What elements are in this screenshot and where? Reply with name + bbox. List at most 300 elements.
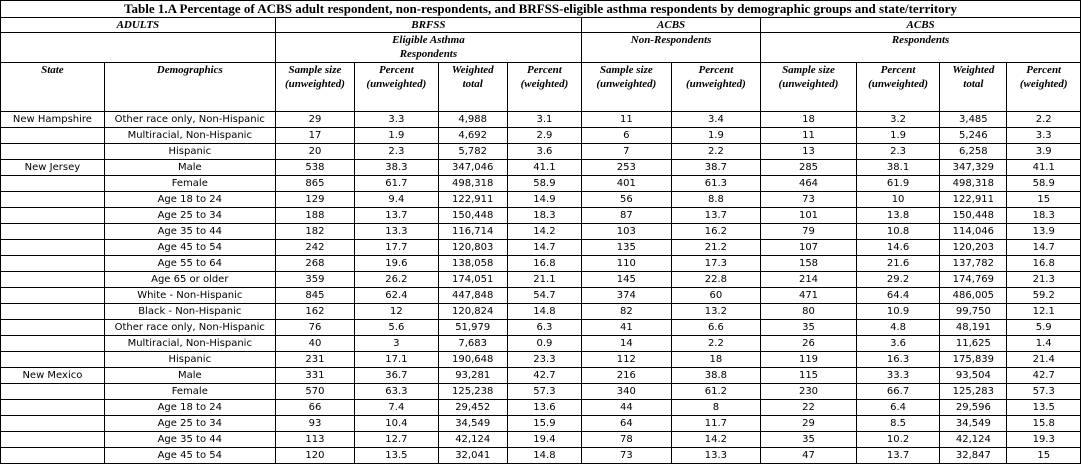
nr-sample-size-cell: 145	[582, 272, 672, 288]
r-percent-unweighted-cell: 3.6	[856, 336, 939, 352]
demographic-cell: Other race only, Non-Hispanic	[104, 112, 275, 128]
brfss-percent-unweighted-cell: 17.7	[355, 240, 438, 256]
nr-sample-size-cell: 73	[582, 448, 672, 464]
demographic-cell: Age 35 to 44	[104, 432, 275, 448]
column-header-nr-sample-size: Sample size (unweighted)	[582, 63, 672, 112]
demographic-cell: Female	[104, 176, 275, 192]
column-header-brfss-weighted-total: Weighted total	[438, 63, 507, 112]
demographic-cell: Age 25 to 34	[104, 208, 275, 224]
r-weighted-total-cell: 29,596	[940, 400, 1007, 416]
state-cell	[1, 224, 105, 240]
nr-percent-unweighted-cell: 38.8	[671, 368, 761, 384]
brfss-weighted-total-cell: 4,692	[438, 128, 507, 144]
table-row	[1, 368, 1081, 384]
brfss-weighted-total-cell: 116,714	[438, 224, 507, 240]
nr-sample-size-cell: 87	[582, 208, 672, 224]
r-percent-unweighted-cell: 33.3	[856, 368, 939, 384]
brfss-percent-unweighted-cell: 19.6	[355, 256, 438, 272]
table-row	[1, 272, 1081, 288]
brfss-percent-weighted-cell: 3.1	[507, 112, 581, 128]
r-weighted-total-cell: 99,750	[940, 304, 1007, 320]
r-percent-unweighted-cell: 10	[856, 192, 939, 208]
brfss-weighted-total-cell: 34,549	[438, 416, 507, 432]
nr-sample-size-cell: 7	[582, 144, 672, 160]
brfss-weighted-total-cell: 190,648	[438, 352, 507, 368]
table-row	[1, 432, 1081, 448]
r-weighted-total-cell: 174,769	[940, 272, 1007, 288]
brfss-percent-weighted-cell: 6.3	[507, 320, 581, 336]
r-percent-unweighted-cell: 10.9	[856, 304, 939, 320]
brfss-weighted-total-cell: 29,452	[438, 400, 507, 416]
column-header-brfss-percent-weighted: Percent (weighted)	[507, 63, 581, 112]
state-cell	[1, 304, 105, 320]
r-weighted-total-cell: 34,549	[940, 416, 1007, 432]
brfss-percent-unweighted-cell: 3.3	[355, 112, 438, 128]
r-weighted-total-cell: 5,246	[940, 128, 1007, 144]
table-row	[1, 208, 1081, 224]
state-cell	[1, 128, 105, 144]
column-header-brfss-percent-unweighted: Percent (unweighted)	[355, 63, 438, 112]
table-row	[1, 256, 1081, 272]
brfss-percent-weighted-cell: 13.6	[507, 400, 581, 416]
brfss-sample-size-cell: 29	[275, 112, 354, 128]
demographic-cell: Black - Non-Hispanic	[104, 304, 275, 320]
nr-percent-unweighted-cell: 2.2	[671, 144, 761, 160]
r-weighted-total-cell: 122,911	[940, 192, 1007, 208]
nr-percent-unweighted-cell: 8.8	[671, 192, 761, 208]
r-percent-weighted-cell: 19.3	[1007, 432, 1081, 448]
r-weighted-total-cell: 498,318	[940, 176, 1007, 192]
nr-percent-unweighted-cell: 38.7	[671, 160, 761, 176]
nr-sample-size-cell: 253	[582, 160, 672, 176]
brfss-percent-unweighted-cell: 38.3	[355, 160, 438, 176]
brfss-weighted-total-cell: 7,683	[438, 336, 507, 352]
brfss-weighted-total-cell: 93,281	[438, 368, 507, 384]
r-percent-weighted-cell: 15	[1007, 448, 1081, 464]
table-row	[1, 400, 1081, 416]
nr-percent-unweighted-cell: 13.3	[671, 448, 761, 464]
column-header-r-percent-weighted: Percent (weighted)	[1007, 63, 1081, 112]
table-row	[1, 176, 1081, 192]
r-sample-size-cell: 101	[761, 208, 857, 224]
brfss-weighted-total-cell: 120,824	[438, 304, 507, 320]
brfss-sample-size-cell: 17	[275, 128, 354, 144]
demographic-cell: Female	[104, 384, 275, 400]
brfss-percent-weighted-cell: 19.4	[507, 432, 581, 448]
demographic-cell: Age 18 to 24	[104, 192, 275, 208]
r-percent-weighted-cell: 16.8	[1007, 256, 1081, 272]
r-percent-weighted-cell: 12.1	[1007, 304, 1081, 320]
brfss-percent-unweighted-cell: 9.4	[355, 192, 438, 208]
demographic-cell: Age 55 to 64	[104, 256, 275, 272]
nr-percent-unweighted-cell: 61.2	[671, 384, 761, 400]
brfss-weighted-total-cell: 347,046	[438, 160, 507, 176]
r-percent-unweighted-cell: 13.7	[856, 448, 939, 464]
brfss-percent-unweighted-cell: 62.4	[355, 288, 438, 304]
r-weighted-total-cell: 137,782	[940, 256, 1007, 272]
r-percent-weighted-cell: 14.7	[1007, 240, 1081, 256]
r-percent-unweighted-cell: 10.2	[856, 432, 939, 448]
r-percent-unweighted-cell: 10.8	[856, 224, 939, 240]
brfss-sample-size-cell: 120	[275, 448, 354, 464]
brfss-sample-size-cell: 242	[275, 240, 354, 256]
brfss-percent-weighted-cell: 14.2	[507, 224, 581, 240]
state-cell	[1, 272, 105, 288]
brfss-percent-weighted-cell: 3.6	[507, 144, 581, 160]
state-cell	[1, 432, 105, 448]
brfss-sample-size-cell: 331	[275, 368, 354, 384]
brfss-percent-unweighted-cell: 5.6	[355, 320, 438, 336]
column-header-r-percent-unweighted: Percent (unweighted)	[856, 63, 939, 112]
column-header-r-sample-size: Sample size (unweighted)	[761, 63, 857, 112]
brfss-weighted-total-cell: 498,318	[438, 176, 507, 192]
brfss-percent-unweighted-cell: 36.7	[355, 368, 438, 384]
r-sample-size-cell: 158	[761, 256, 857, 272]
r-percent-unweighted-cell: 61.9	[856, 176, 939, 192]
r-weighted-total-cell: 347,329	[940, 160, 1007, 176]
demographic-cell: Hispanic	[104, 352, 275, 368]
nr-sample-size-cell: 11	[582, 112, 672, 128]
state-cell: New Mexico	[1, 368, 105, 384]
brfss-percent-unweighted-cell: 63.3	[355, 384, 438, 400]
nr-sample-size-cell: 64	[582, 416, 672, 432]
r-weighted-total-cell: 32,847	[940, 448, 1007, 464]
nr-sample-size-cell: 44	[582, 400, 672, 416]
brfss-sample-size-cell: 865	[275, 176, 354, 192]
demographic-cell: Male	[104, 160, 275, 176]
r-sample-size-cell: 230	[761, 384, 857, 400]
brfss-percent-unweighted-cell: 1.9	[355, 128, 438, 144]
brfss-sample-size-cell: 66	[275, 400, 354, 416]
nr-percent-unweighted-cell: 21.2	[671, 240, 761, 256]
nr-percent-unweighted-cell: 18	[671, 352, 761, 368]
brfss-percent-unweighted-cell: 3	[355, 336, 438, 352]
brfss-weighted-total-cell: 150,448	[438, 208, 507, 224]
r-percent-weighted-cell: 13.5	[1007, 400, 1081, 416]
demographic-cell: Age 25 to 34	[104, 416, 275, 432]
brfss-percent-unweighted-cell: 13.7	[355, 208, 438, 224]
r-sample-size-cell: 107	[761, 240, 857, 256]
r-weighted-total-cell: 125,283	[940, 384, 1007, 400]
brfss-sample-size-cell: 113	[275, 432, 354, 448]
brfss-weighted-total-cell: 42,124	[438, 432, 507, 448]
r-percent-weighted-cell: 3.3	[1007, 128, 1081, 144]
r-sample-size-cell: 18	[761, 112, 857, 128]
adults-subgroup-blank	[1, 33, 276, 63]
state-cell	[1, 320, 105, 336]
table-row	[1, 288, 1081, 304]
state-cell	[1, 288, 105, 304]
column-header-brfss-sample-size: Sample size (unweighted)	[275, 63, 354, 112]
r-sample-size-cell: 464	[761, 176, 857, 192]
nr-sample-size-cell: 340	[582, 384, 672, 400]
brfss-percent-unweighted-cell: 13.3	[355, 224, 438, 240]
state-cell	[1, 208, 105, 224]
r-percent-weighted-cell: 1.4	[1007, 336, 1081, 352]
demographic-cell: Age 35 to 44	[104, 224, 275, 240]
r-percent-weighted-cell: 3.9	[1007, 144, 1081, 160]
nr-sample-size-cell: 78	[582, 432, 672, 448]
r-weighted-total-cell: 42,124	[940, 432, 1007, 448]
table-body	[1, 112, 1081, 464]
brfss-weighted-total-cell: 138,058	[438, 256, 507, 272]
r-sample-size-cell: 214	[761, 272, 857, 288]
brfss-weighted-total-cell: 447,848	[438, 288, 507, 304]
nr-sample-size-cell: 110	[582, 256, 672, 272]
table-row	[1, 144, 1081, 160]
nr-sample-size-cell: 41	[582, 320, 672, 336]
brfss-weighted-total-cell: 122,911	[438, 192, 507, 208]
brfss-percent-unweighted-cell: 12	[355, 304, 438, 320]
r-weighted-total-cell: 175,839	[940, 352, 1007, 368]
brfss-sample-size-cell: 845	[275, 288, 354, 304]
nr-sample-size-cell: 14	[582, 336, 672, 352]
r-sample-size-cell: 26	[761, 336, 857, 352]
r-percent-unweighted-cell: 16.3	[856, 352, 939, 368]
brfss-weighted-total-cell: 4,988	[438, 112, 507, 128]
r-weighted-total-cell: 120,203	[940, 240, 1007, 256]
brfss-percent-unweighted-cell: 2.3	[355, 144, 438, 160]
nr-percent-unweighted-cell: 14.2	[671, 432, 761, 448]
r-percent-unweighted-cell: 21.6	[856, 256, 939, 272]
nr-sample-size-cell: 82	[582, 304, 672, 320]
r-sample-size-cell: 22	[761, 400, 857, 416]
state-cell	[1, 384, 105, 400]
demographic-cell: Age 18 to 24	[104, 400, 275, 416]
table-title: Table 1.A Percentage of ACBS adult respondent, non-respondents, and BRFSS-eligible asthma respondents by demographic groups and state/territory	[1, 1, 1081, 18]
brfss-sample-size-cell: 76	[275, 320, 354, 336]
table-row	[1, 384, 1081, 400]
brfss-weighted-total-cell: 51,979	[438, 320, 507, 336]
brfss-percent-weighted-cell: 57.3	[507, 384, 581, 400]
column-header-state: State	[1, 63, 105, 112]
state-cell: New Hampshire	[1, 112, 105, 128]
brfss-percent-weighted-cell: 16.8	[507, 256, 581, 272]
state-cell	[1, 416, 105, 432]
brfss-sample-size-cell: 93	[275, 416, 354, 432]
column-header-demographics: Demographics	[104, 63, 275, 112]
table-row	[1, 416, 1081, 432]
demographic-cell: Age 65 or older	[104, 272, 275, 288]
r-percent-unweighted-cell: 3.2	[856, 112, 939, 128]
nr-percent-unweighted-cell: 60	[671, 288, 761, 304]
nr-percent-unweighted-cell: 16.2	[671, 224, 761, 240]
nr-sample-size-cell: 112	[582, 352, 672, 368]
r-percent-weighted-cell: 21.3	[1007, 272, 1081, 288]
table-row	[1, 336, 1081, 352]
r-weighted-total-cell: 6,258	[940, 144, 1007, 160]
state-cell	[1, 192, 105, 208]
acbs-respondents-group-header: ACBS	[761, 18, 1081, 33]
brfss-sample-size-cell: 40	[275, 336, 354, 352]
nr-sample-size-cell: 6	[582, 128, 672, 144]
brfss-percent-weighted-cell: 58.9	[507, 176, 581, 192]
r-percent-unweighted-cell: 6.4	[856, 400, 939, 416]
table-row	[1, 128, 1081, 144]
brfss-percent-unweighted-cell: 26.2	[355, 272, 438, 288]
brfss-sample-size-cell: 268	[275, 256, 354, 272]
r-sample-size-cell: 73	[761, 192, 857, 208]
r-percent-weighted-cell: 41.1	[1007, 160, 1081, 176]
brfss-subgroup-header	[275, 33, 581, 63]
nr-percent-unweighted-cell: 6.6	[671, 320, 761, 336]
r-percent-weighted-cell: 13.9	[1007, 224, 1081, 240]
nr-sample-size-cell: 103	[582, 224, 672, 240]
nr-percent-unweighted-cell: 13.7	[671, 208, 761, 224]
table-row	[1, 160, 1081, 176]
brfss-percent-weighted-cell: 41.1	[507, 160, 581, 176]
r-weighted-total-cell: 93,504	[940, 368, 1007, 384]
state-cell	[1, 240, 105, 256]
demographic-cell: Hispanic	[104, 144, 275, 160]
column-header-r-weighted-total: Weighted total	[940, 63, 1007, 112]
r-percent-weighted-cell: 42.7	[1007, 368, 1081, 384]
r-sample-size-cell: 119	[761, 352, 857, 368]
brfss-sample-size-cell: 538	[275, 160, 354, 176]
state-cell	[1, 352, 105, 368]
state-cell	[1, 400, 105, 416]
r-weighted-total-cell: 486,005	[940, 288, 1007, 304]
r-weighted-total-cell: 11,625	[940, 336, 1007, 352]
nr-percent-unweighted-cell: 3.4	[671, 112, 761, 128]
nr-percent-unweighted-cell: 22.8	[671, 272, 761, 288]
brfss-percent-weighted-cell: 14.8	[507, 304, 581, 320]
brfss-sample-size-cell: 359	[275, 272, 354, 288]
r-percent-unweighted-cell: 8.5	[856, 416, 939, 432]
brfss-percent-weighted-cell: 14.8	[507, 448, 581, 464]
table-row	[1, 240, 1081, 256]
brfss-sample-size-cell: 231	[275, 352, 354, 368]
brfss-percent-weighted-cell: 14.9	[507, 192, 581, 208]
r-sample-size-cell: 13	[761, 144, 857, 160]
demographic-cell: Multiracial, Non-Hispanic	[104, 128, 275, 144]
r-sample-size-cell: 35	[761, 432, 857, 448]
nr-sample-size-cell: 56	[582, 192, 672, 208]
brfss-percent-unweighted-cell: 13.5	[355, 448, 438, 464]
r-weighted-total-cell: 3,485	[940, 112, 1007, 128]
nr-percent-unweighted-cell: 61.3	[671, 176, 761, 192]
nr-sample-size-cell: 401	[582, 176, 672, 192]
state-cell	[1, 176, 105, 192]
r-sample-size-cell: 29	[761, 416, 857, 432]
r-weighted-total-cell: 48,191	[940, 320, 1007, 336]
brfss-weighted-total-cell: 5,782	[438, 144, 507, 160]
r-percent-unweighted-cell: 4.8	[856, 320, 939, 336]
table-row	[1, 112, 1081, 128]
state-cell	[1, 144, 105, 160]
r-percent-weighted-cell: 21.4	[1007, 352, 1081, 368]
table-row	[1, 304, 1081, 320]
r-sample-size-cell: 79	[761, 224, 857, 240]
table-row	[1, 192, 1081, 208]
brfss-percent-weighted-cell: 0.9	[507, 336, 581, 352]
brfss-sample-size-cell: 162	[275, 304, 354, 320]
brfss-weighted-total-cell: 174,051	[438, 272, 507, 288]
r-percent-unweighted-cell: 66.7	[856, 384, 939, 400]
r-percent-weighted-cell: 15.8	[1007, 416, 1081, 432]
demographic-cell: Multiracial, Non-Hispanic	[104, 336, 275, 352]
brfss-sample-size-cell: 182	[275, 224, 354, 240]
r-sample-size-cell: 47	[761, 448, 857, 464]
brfss-group-header: BRFSS	[275, 18, 581, 33]
respondents-subgroup-header: Respondents	[761, 33, 1081, 63]
brfss-percent-weighted-cell: 21.1	[507, 272, 581, 288]
brfss-percent-weighted-cell: 2.9	[507, 128, 581, 144]
nr-percent-unweighted-cell: 1.9	[671, 128, 761, 144]
brfss-weighted-total-cell: 120,803	[438, 240, 507, 256]
r-sample-size-cell: 11	[761, 128, 857, 144]
r-sample-size-cell: 471	[761, 288, 857, 304]
r-percent-unweighted-cell: 14.6	[856, 240, 939, 256]
brfss-sample-size-cell: 570	[275, 384, 354, 400]
brfss-sample-size-cell: 129	[275, 192, 354, 208]
brfss-percent-weighted-cell: 14.7	[507, 240, 581, 256]
table-row	[1, 224, 1081, 240]
demographic-cell: Other race only, Non-Hispanic	[104, 320, 275, 336]
r-percent-weighted-cell: 5.9	[1007, 320, 1081, 336]
brfss-percent-unweighted-cell: 7.4	[355, 400, 438, 416]
r-sample-size-cell: 80	[761, 304, 857, 320]
r-percent-weighted-cell: 58.9	[1007, 176, 1081, 192]
table-row	[1, 352, 1081, 368]
nr-sample-size-cell: 135	[582, 240, 672, 256]
nonrespondents-subgroup-header: Non-Respondents	[582, 33, 761, 63]
brfss-sample-size-cell: 20	[275, 144, 354, 160]
nr-percent-unweighted-cell: 17.3	[671, 256, 761, 272]
brfss-percent-weighted-cell: 18.3	[507, 208, 581, 224]
brfss-percent-weighted-cell: 54.7	[507, 288, 581, 304]
r-weighted-total-cell: 150,448	[940, 208, 1007, 224]
nr-percent-unweighted-cell: 11.7	[671, 416, 761, 432]
nr-percent-unweighted-cell: 2.2	[671, 336, 761, 352]
brfss-percent-unweighted-cell: 17.1	[355, 352, 438, 368]
table-row	[1, 448, 1081, 464]
table-row	[1, 320, 1081, 336]
r-percent-weighted-cell: 57.3	[1007, 384, 1081, 400]
demographic-cell: Male	[104, 368, 275, 384]
r-percent-unweighted-cell: 29.2	[856, 272, 939, 288]
brfss-sample-size-cell: 188	[275, 208, 354, 224]
demographic-cell: Age 45 to 54	[104, 240, 275, 256]
demographic-cell: Age 45 to 54	[104, 448, 275, 464]
r-percent-weighted-cell: 2.2	[1007, 112, 1081, 128]
r-percent-unweighted-cell: 1.9	[856, 128, 939, 144]
r-sample-size-cell: 285	[761, 160, 857, 176]
r-percent-weighted-cell: 18.3	[1007, 208, 1081, 224]
state-cell	[1, 448, 105, 464]
brfss-subgroup-label: Eligible Asthma Respondents	[392, 34, 465, 60]
nr-percent-unweighted-cell: 13.2	[671, 304, 761, 320]
acbs-nonrespondents-group-header: ACBS	[582, 18, 761, 33]
adults-group-header: ADULTS	[1, 18, 276, 33]
brfss-percent-unweighted-cell: 61.7	[355, 176, 438, 192]
brfss-percent-weighted-cell: 42.7	[507, 368, 581, 384]
r-percent-unweighted-cell: 2.3	[856, 144, 939, 160]
r-sample-size-cell: 115	[761, 368, 857, 384]
r-percent-weighted-cell: 59.2	[1007, 288, 1081, 304]
state-cell: New Jersey	[1, 160, 105, 176]
nr-sample-size-cell: 374	[582, 288, 672, 304]
brfss-percent-weighted-cell: 23.3	[507, 352, 581, 368]
r-sample-size-cell: 35	[761, 320, 857, 336]
brfss-percent-unweighted-cell: 12.7	[355, 432, 438, 448]
r-percent-unweighted-cell: 64.4	[856, 288, 939, 304]
brfss-weighted-total-cell: 32,041	[438, 448, 507, 464]
brfss-weighted-total-cell: 125,238	[438, 384, 507, 400]
r-weighted-total-cell: 114,046	[940, 224, 1007, 240]
column-header-nr-percent-unweighted: Percent (unweighted)	[671, 63, 761, 112]
r-percent-unweighted-cell: 38.1	[856, 160, 939, 176]
